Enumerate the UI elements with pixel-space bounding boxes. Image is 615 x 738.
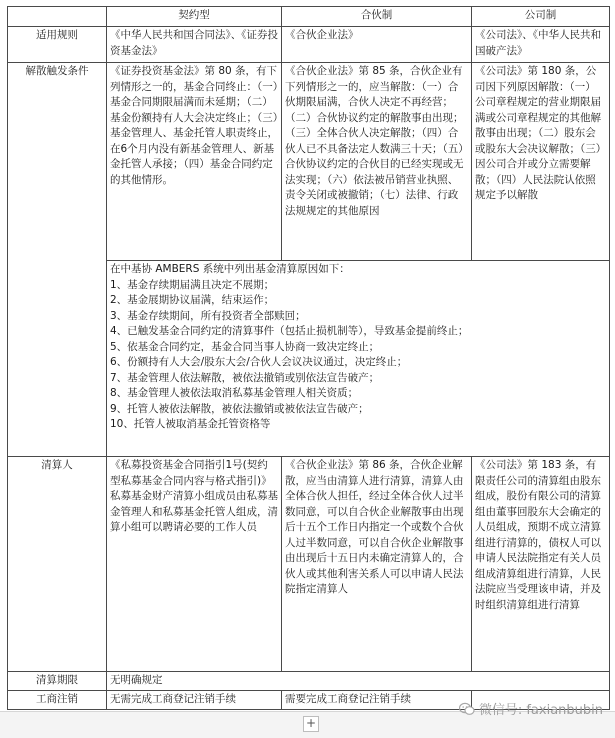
- label-dissolution: 解散触发条件: [8, 63, 107, 457]
- header-corner: [8, 7, 107, 27]
- dissolution-partnership: 《合伙企业法》第 85 条，合伙企业有下列情形之一的，应当解散：（一）合伙期限届满，合伙人决定不再经营；（二）合伙协议约定的解散事由出现；（三）全体合伙人决定解散；（四）合伙人已不具备法定人数满三十天；（五）合伙协议约定的合伙目的已经实现或无法实现；（六）依法被吊销营业执照、责令关闭或被撤销；（七）法律、行政法规规定的其他原因: [282, 63, 472, 261]
- ambers-title: 在中基协 AMBERS 系统中列出基金清算原因如下：: [110, 263, 350, 275]
- header-partnership: 合伙制: [282, 7, 472, 27]
- wechat-icon: [459, 702, 475, 716]
- row-period: [8, 672, 610, 691]
- deregistration-partnership: 需要完成工商登记注销手续: [282, 691, 472, 710]
- deregistration-contract: 无需完成工商登记注销手续: [107, 691, 282, 710]
- ambers-item: 3、基金存续期间，所有投资者全部赎回；: [110, 309, 306, 322]
- comparison-table: [7, 6, 610, 710]
- ambers-reasons: [107, 261, 610, 457]
- ambers-item: 1、基金存续期届满且决定不展期；: [110, 278, 275, 291]
- ambers-item: 9、托管人被依法解散，被依法撤销或被依法宣告破产；: [110, 402, 369, 415]
- label-deregistration: 工商注销: [8, 691, 107, 710]
- ambers-item: 2、基金展期协议届满，结束运作；: [110, 294, 275, 306]
- rules-partnership: 《合伙企业法》: [282, 27, 472, 63]
- watermark: [459, 699, 603, 718]
- liquidator-partnership: 《合伙企业法》第 86 条，合伙企业解散，应当由清算人进行清算，清算人由全体合伙人担任，经过全体合伙人过半数同意，可以自合伙企业解散事由出现后十五个工作日内指定一个或数个合伙人过半数同意，可以自合伙企业解散事由出现后十五日内未确定清算人的，合伙人或其他利害关系人可以申请人民法院指定清算人: [282, 457, 472, 672]
- label-rules: 适用规则: [8, 27, 107, 63]
- row-dissolution-laws: [8, 63, 610, 261]
- ambers-item: 7、基金管理人依法解散，被依法撤销或别依法宣告破产；: [110, 371, 380, 384]
- liquidator-company: 《公司法》第 183 条，有限责任公司的清算组由股东组成，股份有限公司的清算组由董事回股东大会确定的人员组成，预期不成立清算组进行清算的，债权人可以申请人民法院指定有关人员组成清算组进行清算，人民法院应当受理该申请，并及时组织清算组进行清算: [472, 457, 610, 672]
- watermark-text: 微信号: faxianbubin: [478, 703, 603, 718]
- ambers-item: 10、托管人被取消基金托管资格等: [110, 418, 271, 430]
- dissolution-contract: 《证券投资基金法》第 80 条，有下列情形之一的，基金合同终止：（一）基金合同期限届满而未延期；（二）基金份额持有人大会决定终止；（三）基金管理人、基金托管人职责终止，在6个月内没有新基金管理人、新基金托管人承接；（四）基金合同约定的其他情形。: [107, 63, 282, 261]
- header-contract: 契约型: [107, 7, 282, 27]
- liquidator-contract: 《私募投资基金合同指引1号(契约型私募基金合同内容与格式指引)》私募基金财产清算小组成员由私募基金管理人和私募基金托管人组成，清算小组可以聘请必要的工作人员: [107, 457, 282, 672]
- rules-company: 《公司法》、《中华人民共和国破产法》: [472, 27, 610, 63]
- ambers-item: 4、已触发基金合同约定的清算事件（包括止损机制等），导致基金提前终止；: [110, 325, 469, 337]
- period-value: 无明确规定: [107, 672, 610, 691]
- ambers-item: 8、基金管理人被依法取消私募基金管理人相关资质；: [110, 387, 359, 399]
- row-rules: [8, 27, 610, 63]
- row-liquidator: [8, 457, 610, 672]
- label-period: 清算期限: [8, 672, 107, 691]
- header-row: [8, 7, 610, 27]
- header-company: 公司制: [472, 7, 610, 27]
- ambers-item: 5、依基金合同约定，基金合同当事人协商一致决定终止；: [110, 340, 380, 353]
- add-sheet-button[interactable]: +: [303, 716, 319, 732]
- label-liquidator: 清算人: [8, 457, 107, 672]
- dissolution-company: 《公司法》第 180 条，公司因下列原因解散：（一）公司章程规定的营业期限届满或公司章程规定的其他解散事由出现；（二）股东会或股东大会决议解散；（三）因公司合并或分立需要解散；（四）人民法院认依照规定予以解散: [472, 63, 610, 261]
- rules-contract: 《中华人民共和国合同法》、《证券投资基金法》: [107, 27, 282, 63]
- ambers-item: 6、份额持有人大会/股东大会/合伙人会议决议通过，决定终止；: [110, 356, 408, 368]
